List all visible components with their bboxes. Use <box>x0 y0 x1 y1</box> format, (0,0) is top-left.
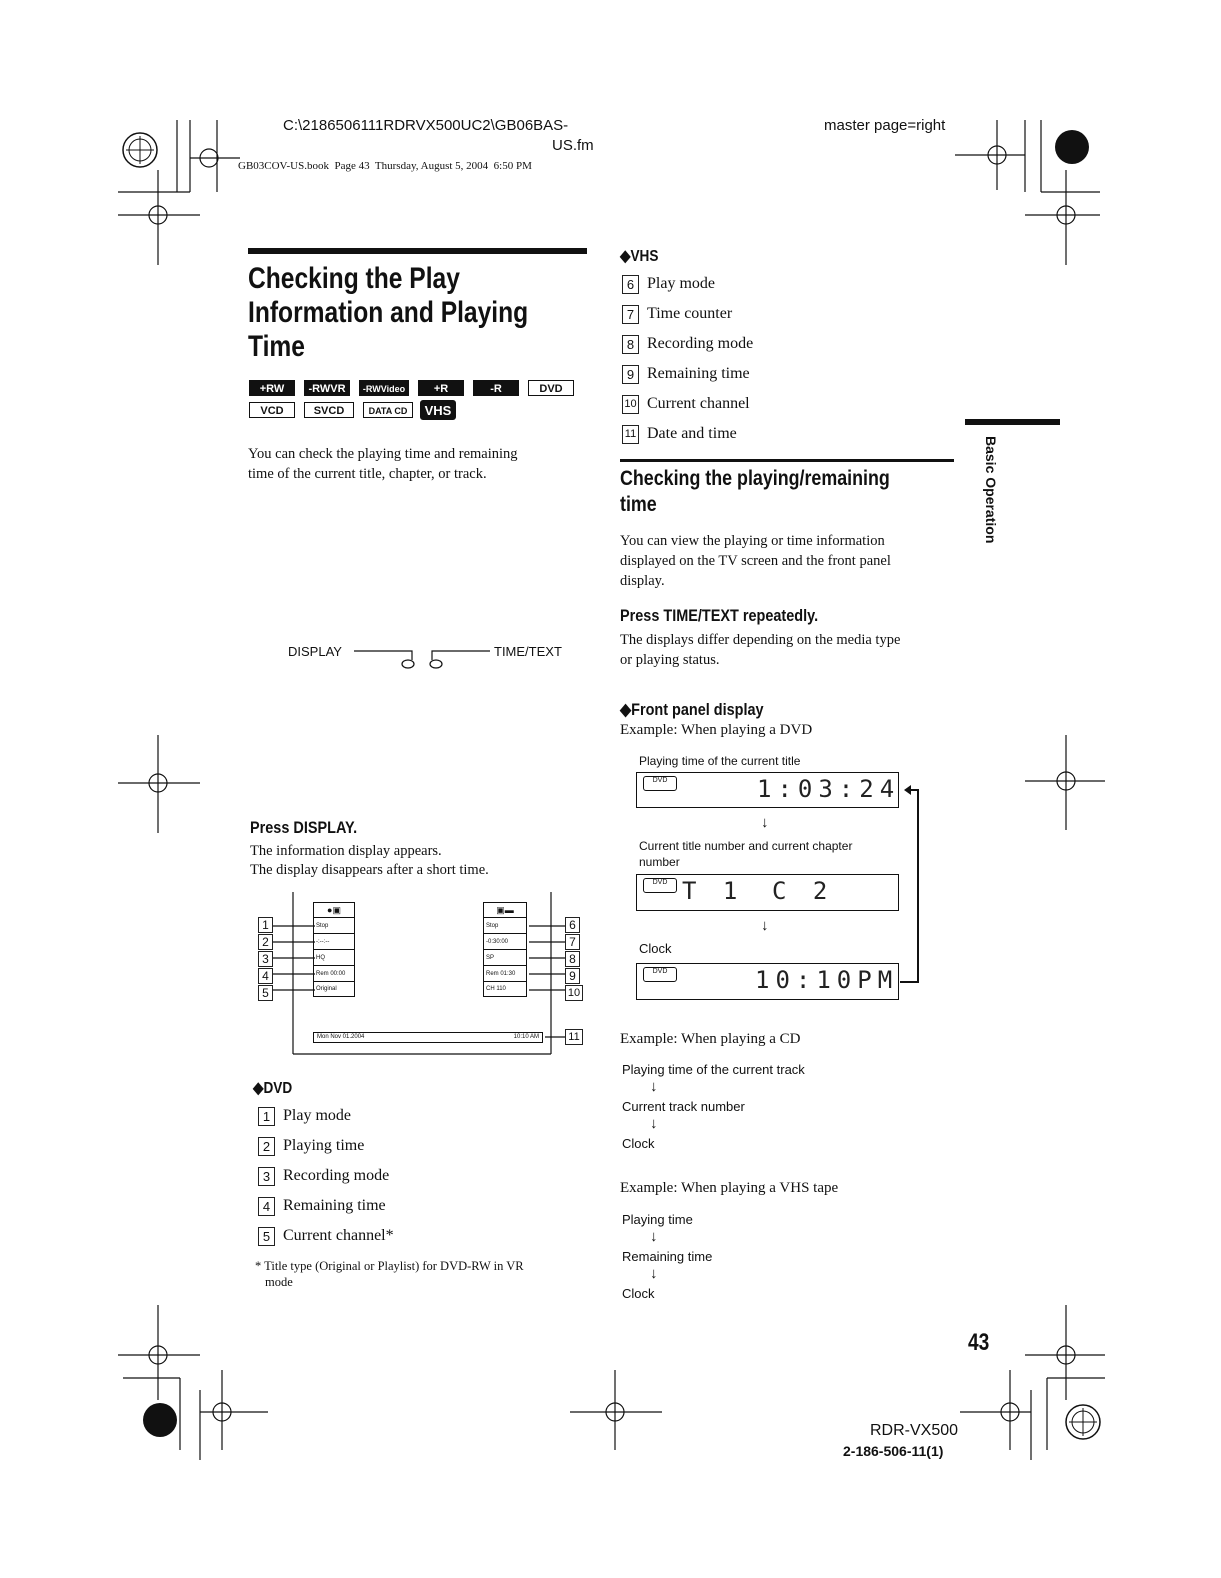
vhs-item-current-channel <box>622 395 750 414</box>
badge-svcd: SVCD <box>304 402 354 418</box>
cd-flow-step: Playing time of the current track <box>622 1062 805 1077</box>
section-text-line: displayed on the TV screen and the front panel <box>620 553 891 569</box>
dvd-item-label: Play mode <box>283 1107 351 1125</box>
section-heading-line: Checking the playing/remaining <box>620 467 890 490</box>
example-cd: Example: When playing a CD <box>620 1031 801 1047</box>
dvd-item-label: Playing time <box>283 1137 365 1155</box>
vhs-item-time-counter <box>622 305 732 324</box>
part-number: 2-186-506-11(1) <box>843 1443 944 1459</box>
dvd-indicator: DVD <box>643 776 677 791</box>
osd-left-item: Rem 00:00 <box>314 966 354 982</box>
segment-readout: 1:03:24 <box>757 775 901 803</box>
down-arrow: ↓ <box>650 1078 658 1095</box>
dvd-label-clock: Clock <box>639 941 672 956</box>
badge-dvd: DVD <box>528 380 574 396</box>
osd-tape-icon: ▣▬ <box>484 903 526 918</box>
osd-left-item: Stop <box>314 918 354 934</box>
example-vhs: Example: When playing a VHS tape <box>620 1180 839 1196</box>
osd-diagram <box>255 892 585 1062</box>
osd-callout: 3 <box>258 951 273 967</box>
dvd-item-number: 1 <box>258 1107 275 1126</box>
loop-arrow <box>898 780 928 1000</box>
osd-left-item: -:--:-- <box>314 934 354 950</box>
file-path-line2: US.fm <box>552 137 594 154</box>
dvd-item-number: 3 <box>258 1167 275 1186</box>
badge-data-cd: DATA CD <box>363 402 413 418</box>
vhs-item-remaining-time <box>622 365 750 384</box>
intro-line: time of the current title, chapter, or track. <box>248 466 487 482</box>
book-line: GB03COV-US.book Page 43 Thursday, August 5, 2004 6:50 PM <box>238 160 532 172</box>
vhs-item-number: 9 <box>622 365 639 384</box>
section-text-line: You can view the playing or time information <box>620 533 885 549</box>
vhs-item-label: Remaining time <box>647 365 750 383</box>
dvd-label-title-chapter <box>639 838 852 870</box>
dvd-indicator: DVD <box>643 967 677 982</box>
master-page-label: master page=right <box>824 117 946 134</box>
step-text-line: The display disappears after a short time. <box>250 862 489 878</box>
dvd-item-recording-mode <box>258 1167 389 1186</box>
osd-time: 10:10 AM <box>513 1034 539 1040</box>
dvd-item-play-mode <box>258 1107 351 1126</box>
dvd-label-line: Current title number and current chapter <box>639 839 853 853</box>
press-text-line: or playing status. <box>620 652 720 668</box>
osd-date: Mon Nov 01.2004 <box>317 1034 365 1040</box>
down-arrow: ↓ <box>650 1115 658 1132</box>
press-text-line: The displays differ depending on the media type <box>620 632 901 648</box>
osd-callout: 8 <box>565 951 580 967</box>
vhs-item-recording-mode <box>622 335 753 354</box>
footnote-line: * Title type (Original or Playlist) for DVD-RW in VR <box>255 1259 524 1273</box>
front-panel-display-1 <box>636 772 899 808</box>
badge-minus-rw-vr: -RWVR <box>304 380 350 396</box>
display-button-label: DISPLAY <box>288 644 342 659</box>
section-text <box>620 531 891 591</box>
vhs-item-date-time <box>622 425 737 444</box>
front-panel-display-2 <box>636 874 899 911</box>
osd-right-item: -0:30:00 <box>484 934 526 950</box>
cd-flow-step: Clock <box>622 1136 655 1151</box>
osd-date-bar <box>313 1032 543 1043</box>
title-rule <box>248 248 587 254</box>
osd-right-item: Rem 01:30 <box>484 966 526 982</box>
model-number: RDR-VX500 <box>870 1422 959 1439</box>
osd-right-item: SP <box>484 950 526 966</box>
vhs-flow-step: Clock <box>622 1286 655 1301</box>
intro-text <box>248 444 518 484</box>
segment-chapter-number: C 2 <box>772 877 834 905</box>
badge-minus-r: -R <box>473 380 519 396</box>
osd-right-item: Stop <box>484 918 526 934</box>
dvd-item-label: Recording mode <box>283 1167 390 1185</box>
section-heading <box>620 466 937 518</box>
example-dvd: Example: When playing a DVD <box>620 722 813 738</box>
badge-plus-r: +R <box>418 380 464 396</box>
footnote-line: mode <box>265 1275 293 1289</box>
dvd-label-playing-time: Playing time of the current title <box>639 754 801 768</box>
vhs-item-label: Time counter <box>647 305 733 323</box>
osd-callout: 1 <box>258 917 273 933</box>
dvd-item-label: Remaining time <box>283 1197 386 1215</box>
dvd-heading: ◆DVD <box>253 1080 293 1097</box>
osd-callout: 6 <box>565 917 580 933</box>
step-text-line: The information display appears. <box>250 843 442 859</box>
press-text <box>620 630 900 670</box>
vhs-item-number: 6 <box>622 275 639 294</box>
footnote <box>255 1258 524 1290</box>
down-arrow: ↓ <box>650 1265 658 1282</box>
vhs-heading: ◆VHS <box>620 248 659 265</box>
dvd-indicator: DVD <box>643 878 677 893</box>
step-text <box>250 842 489 880</box>
vhs-item-number: 10 <box>622 395 639 414</box>
file-path-line1: C:\2186506111RDRVX500UC2\GB06BAS- <box>283 117 569 134</box>
page-title-line: Checking the Play <box>248 262 460 295</box>
page-title <box>248 262 590 364</box>
badge-minus-rw-video: -RWVideo <box>359 380 409 396</box>
badge-plus-rw: +RW <box>249 380 295 396</box>
vhs-item-label: Date and time <box>647 425 737 443</box>
dvd-label-line: number <box>639 855 680 869</box>
badge-vcd: VCD <box>249 402 295 418</box>
badge-vhs: VHS <box>420 400 456 420</box>
vhs-item-number: 8 <box>622 335 639 354</box>
front-panel-heading: ◆Front panel display <box>620 700 764 719</box>
cd-flow-step: Current track number <box>622 1099 745 1114</box>
down-arrow: ↓ <box>761 814 769 831</box>
osd-callout: 4 <box>258 968 273 984</box>
osd-callout: 7 <box>565 934 580 950</box>
step-heading-display: Press DISPLAY. <box>250 818 358 837</box>
section-heading-line: time <box>620 493 657 516</box>
front-panel-display-3 <box>636 963 899 1000</box>
osd-callout: 2 <box>258 934 273 950</box>
osd-callout: 10 <box>565 985 583 1001</box>
vhs-item-label: Recording mode <box>647 335 754 353</box>
osd-left-panel <box>313 902 355 997</box>
section-rule <box>620 459 954 462</box>
timetext-button-label: TIME/TEXT <box>494 644 562 659</box>
side-tab-bar <box>965 419 1060 425</box>
vhs-item-number: 7 <box>622 305 639 324</box>
page-number: 43 <box>968 1329 990 1356</box>
osd-right-panel <box>483 902 527 997</box>
dvd-item-number: 4 <box>258 1197 275 1216</box>
dvd-item-remaining-time <box>258 1197 386 1216</box>
osd-right-item: CH 110 <box>486 986 506 992</box>
vhs-item-number: 11 <box>622 425 639 444</box>
down-arrow: ↓ <box>650 1228 658 1245</box>
page-title-line: Time <box>248 330 305 363</box>
side-tab-label: Basic Operation <box>983 436 999 544</box>
vhs-item-play-mode <box>622 275 715 294</box>
vhs-item-label: Play mode <box>647 275 715 293</box>
press-heading: Press TIME/TEXT repeatedly. <box>620 606 819 625</box>
remote-buttons-icon <box>350 640 492 670</box>
page-title-line: Information and Playing <box>248 296 529 329</box>
down-arrow: ↓ <box>761 917 769 934</box>
vhs-item-label: Current channel <box>647 395 750 413</box>
dvd-item-number: 2 <box>258 1137 275 1156</box>
segment-clock: 10:10PM <box>755 966 899 994</box>
section-text-line: display. <box>620 573 665 589</box>
dvd-item-number: 5 <box>258 1227 275 1246</box>
vhs-flow-step: Playing time <box>622 1212 693 1227</box>
dvd-item-current-channel <box>258 1227 394 1246</box>
vhs-flow-step: Remaining time <box>622 1249 713 1264</box>
intro-line: You can check the playing time and remaining <box>248 446 518 462</box>
segment-title-number: T 1 <box>682 877 744 905</box>
osd-left-item: Original <box>316 986 337 992</box>
osd-callout: 9 <box>565 968 580 984</box>
dvd-item-label: Current channel* <box>283 1227 394 1245</box>
dvd-item-playing-time <box>258 1137 364 1156</box>
osd-callout: 5 <box>258 985 273 1001</box>
osd-left-item: HQ <box>314 950 354 966</box>
osd-callout: 11 <box>565 1029 583 1045</box>
osd-disc-icon: ●▣ <box>314 903 354 918</box>
